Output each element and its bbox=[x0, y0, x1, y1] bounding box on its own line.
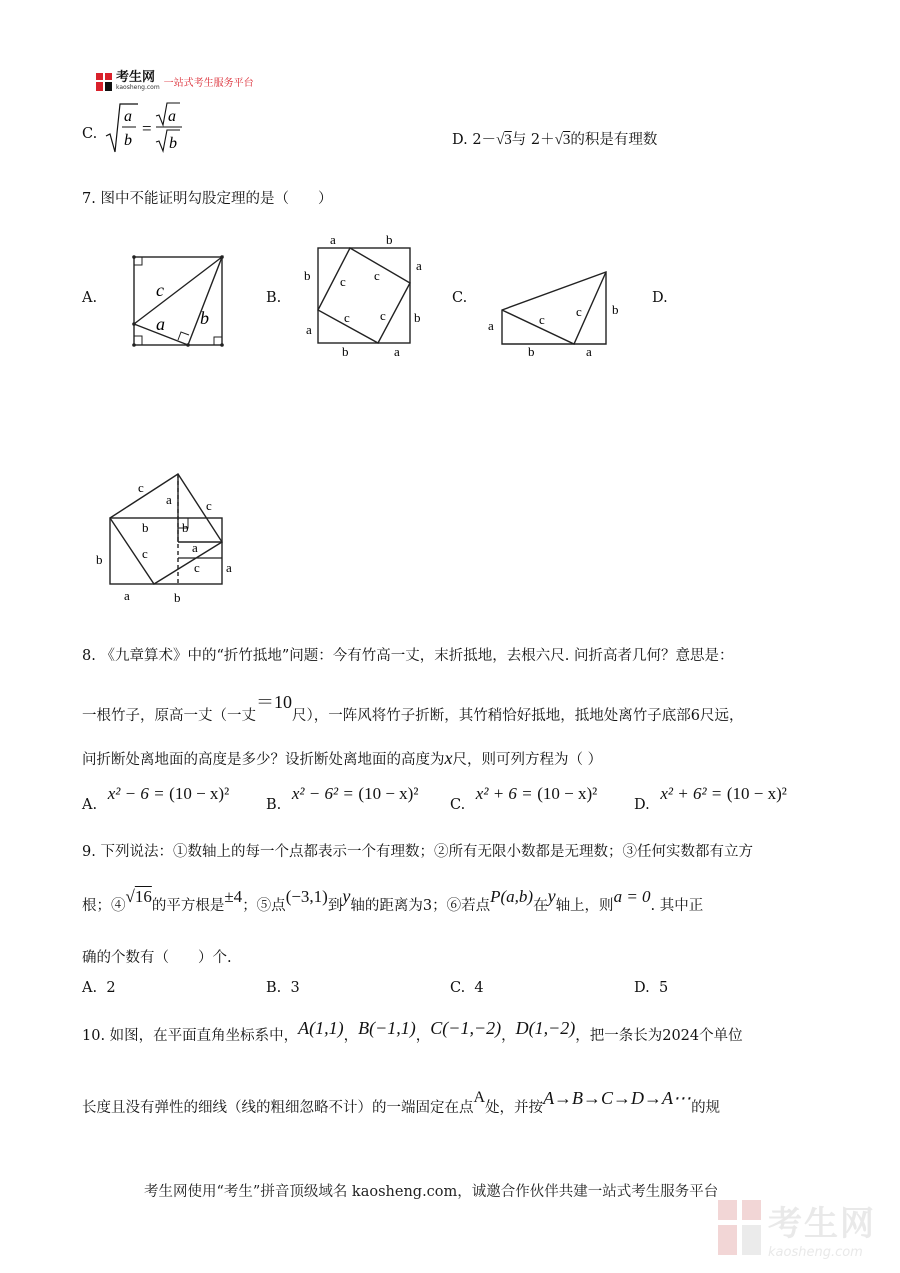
svg-text:b: b bbox=[414, 310, 421, 325]
q8-option-d[interactable]: D. x² + 6² = (10 − x)² bbox=[634, 784, 787, 813]
svg-text:b: b bbox=[142, 520, 149, 535]
q10-line1: 10. 如图，在平面直角坐标系中，A(1,1)，B(−1,1)，C(−1,−2)，D(1,−2)，把一条长为2024个单位 bbox=[82, 1018, 743, 1044]
q6-option-c-formula bbox=[104, 100, 184, 156]
svg-text:b: b bbox=[96, 552, 103, 567]
q7-option-c-label[interactable]: C. bbox=[452, 290, 468, 306]
watermark-domain: kaosheng.com bbox=[768, 1245, 863, 1260]
q8-line2: 一根竹子，原高一丈（一丈＝10尺），一阵风将竹子折断，其竹稍恰好抵地，抵地处离竹子底部6尺远， bbox=[82, 692, 744, 724]
svg-text:b: b bbox=[386, 232, 393, 247]
q7-figure-b bbox=[298, 228, 434, 362]
watermark-mark-icon bbox=[718, 1200, 762, 1256]
label-c: c bbox=[156, 280, 164, 300]
watermark-logo bbox=[718, 1196, 876, 1260]
svg-text:=: = bbox=[142, 119, 152, 138]
svg-text:c: c bbox=[344, 310, 350, 325]
q10-line2: 长度且没有弹性的细线（线的粗细忽略不计）的一端固定在点A处，并按A→B→C→D→A⋯的规 bbox=[82, 1088, 721, 1116]
q9-option-b[interactable]: B. 3 bbox=[266, 980, 300, 996]
header-logo bbox=[96, 72, 254, 91]
footer-text: 考生网使用“考生”拼音顶级域名 kaosheng.com，诚邀合作伙伴共建一站式考生服务平台 bbox=[144, 1184, 719, 1200]
q8-line3: 问折断处离地面的高度是多少？设折断处离地面的高度为x尺，则可列方程为（ ） bbox=[82, 748, 603, 768]
svg-text:a: a bbox=[192, 540, 198, 555]
svg-text:c: c bbox=[340, 274, 346, 289]
q8-option-b[interactable]: B. x² − 6² = (10 − x)² bbox=[266, 784, 419, 813]
svg-text:a: a bbox=[586, 344, 592, 359]
svg-text:c: c bbox=[142, 546, 148, 561]
svg-text:b: b bbox=[612, 302, 619, 317]
q7-option-b-label[interactable]: B. bbox=[266, 290, 282, 306]
watermark-name: 考生网 bbox=[768, 1204, 876, 1244]
svg-text:b: b bbox=[182, 520, 189, 535]
svg-text:b: b bbox=[169, 135, 177, 152]
q6-option-d: D. 2－√3与 2＋√3的积是有理数 bbox=[452, 132, 658, 148]
svg-text:b: b bbox=[528, 344, 535, 359]
svg-text:c: c bbox=[380, 308, 386, 323]
svg-text:a: a bbox=[166, 492, 172, 507]
svg-text:a: a bbox=[394, 344, 400, 359]
q7-option-a-label[interactable]: A. bbox=[82, 290, 98, 306]
q9-option-d[interactable]: D. 5 bbox=[634, 980, 669, 996]
svg-text:c: c bbox=[206, 498, 212, 513]
q7-option-d-label[interactable]: D. bbox=[652, 290, 668, 306]
svg-text:c: c bbox=[194, 560, 200, 575]
label-a: a bbox=[156, 314, 165, 334]
q9-option-a[interactable]: A. 2 bbox=[82, 980, 116, 996]
svg-text:b: b bbox=[304, 268, 311, 283]
q7-figure-a bbox=[126, 250, 232, 350]
svg-text:a: a bbox=[306, 322, 312, 337]
svg-text:c: c bbox=[138, 480, 144, 495]
q7-figure-d bbox=[88, 468, 244, 608]
q7-figure-c bbox=[484, 262, 626, 362]
svg-text:b: b bbox=[124, 132, 132, 149]
svg-text:c: c bbox=[374, 268, 380, 283]
logo-domain: kaosheng.com bbox=[116, 84, 160, 91]
q9-line3: 确的个数有（ ）个. bbox=[82, 950, 232, 966]
svg-text:a: a bbox=[226, 560, 232, 575]
label-b: b bbox=[200, 308, 209, 328]
svg-text:a: a bbox=[416, 258, 422, 273]
svg-text:c: c bbox=[539, 312, 545, 327]
svg-text:c: c bbox=[576, 304, 582, 319]
svg-text:b: b bbox=[174, 590, 181, 605]
q9-line2: 根；④√16的平方根是±4；⑤点(−3,1)到y轴的距离为3；⑥若点P(a,b)在y轴上，则a = 0. 其中正 bbox=[82, 886, 704, 914]
q9-option-c[interactable]: C. 4 bbox=[450, 980, 484, 996]
q7-stem: 7. 图中不能证明勾股定理的是（ ） bbox=[82, 191, 333, 207]
logo-name: 考生网 bbox=[116, 70, 156, 85]
q8-line1: 8. 《九章算术》中的“折竹抵地”问题：今有竹高一丈，末折抵地，去根六尺. 问折高者几何？意思是： bbox=[82, 648, 734, 664]
logo-mark-icon bbox=[96, 73, 112, 91]
q6-option-c-label: C. bbox=[82, 126, 98, 142]
svg-text:a: a bbox=[124, 108, 132, 125]
q8-option-c[interactable]: C. x² + 6 = (10 − x)² bbox=[450, 784, 598, 813]
logo-tagline: 一站式考生服务平台 bbox=[163, 78, 254, 89]
svg-text:a: a bbox=[330, 232, 336, 247]
svg-text:a: a bbox=[124, 588, 130, 603]
svg-text:b: b bbox=[342, 344, 349, 359]
svg-text:a: a bbox=[488, 318, 494, 333]
svg-text:a: a bbox=[168, 108, 176, 125]
q8-option-a[interactable]: A. x² − 6 = (10 − x)² bbox=[82, 784, 230, 813]
q9-line1: 9. 下列说法：①数轴上的每一个点都表示一个有理数；②所有无限小数都是无理数；③任何实数都有立方 bbox=[82, 844, 753, 860]
